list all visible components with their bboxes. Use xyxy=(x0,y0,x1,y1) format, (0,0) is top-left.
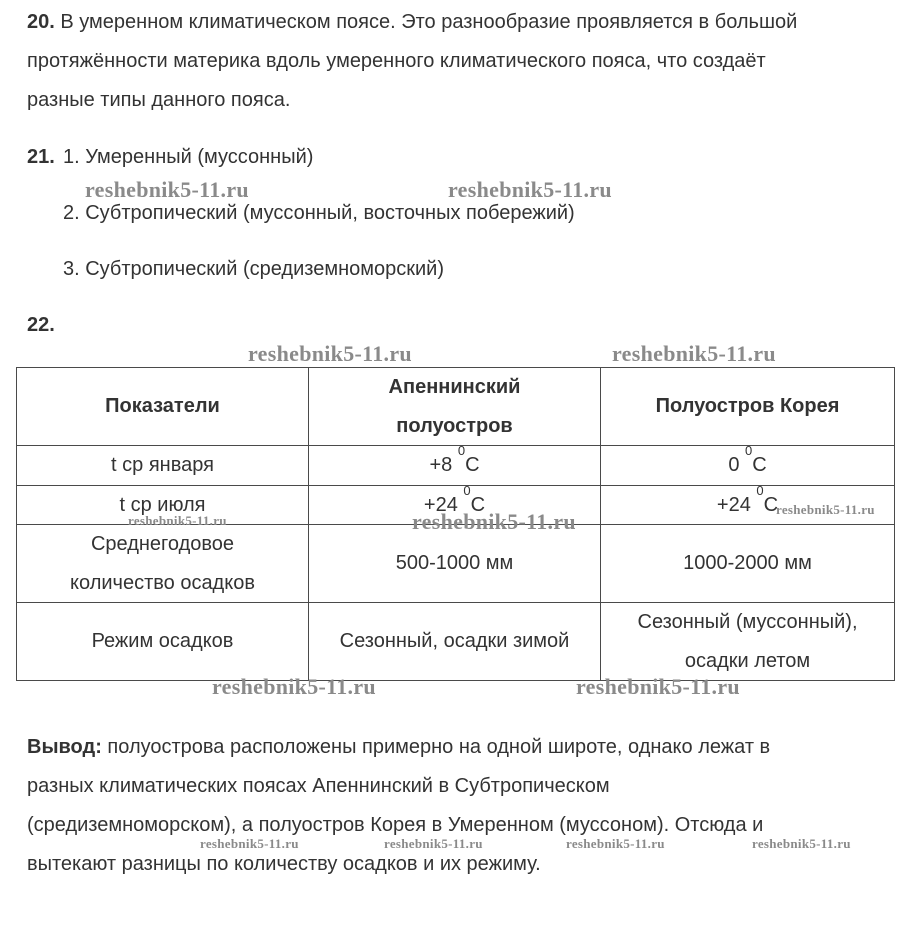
answer-20 xyxy=(27,3,887,119)
conclusion-line-2: разных климатических поясах Апеннинский в Субтропическом xyxy=(27,775,610,797)
conclusion xyxy=(27,728,887,884)
answer-21-item-3: 3. Субтропический (средиземноморский) xyxy=(63,258,445,280)
watermark: reshebnik5-11.ru xyxy=(412,509,576,534)
row-label: Среднегодовое количество осадков xyxy=(17,525,309,603)
answer-20-number: 20. xyxy=(27,11,55,33)
row-label: Режим осадков xyxy=(17,603,309,681)
korea-value: +24 $^0$C xyxy=(601,485,895,525)
answer-20-line-1: 20. В умеренном климатическом поясе. Это разнообразие проявляется в большой xyxy=(27,11,798,33)
watermark: reshebnik5-11.ru xyxy=(384,836,483,851)
header-indicators: Показатели xyxy=(17,368,309,446)
answer-20-line-3: разные типы данного пояса. xyxy=(27,89,291,111)
table-row xyxy=(17,446,895,486)
korea-value: Сезонный (муссонный), осадки летом xyxy=(601,603,895,681)
watermark: reshebnik5-11.ru xyxy=(576,674,740,699)
conclusion-line-3: (средиземноморском), а полуостров Корея в Умеренном (муссоном). Отсюда и xyxy=(27,814,764,836)
answer-20-line-2: протяжённости материка вдоль умеренного климатического пояса, что создаёт xyxy=(27,50,766,72)
conclusion-label: Вывод: xyxy=(27,736,102,758)
answer-22-number: 22. xyxy=(27,314,55,336)
conclusion-line-1: Вывод: полуострова расположены примерно на одной широте, однако лежат в xyxy=(27,736,771,758)
watermark: reshebnik5-11.ru xyxy=(85,177,249,202)
answer-21-item-1: 1. Умеренный (муссонный) xyxy=(63,146,314,168)
header-korea: Полуостров Корея xyxy=(601,368,895,446)
watermark: reshebnik5-11.ru xyxy=(752,836,851,851)
answer-21-number: 21. xyxy=(27,146,55,168)
korea-value: 1000-2000 мм xyxy=(601,525,895,603)
row-label: t ср января xyxy=(17,446,309,486)
row-label: t ср июля xyxy=(17,485,309,525)
apennine-value: Сезонный, осадки зимой xyxy=(309,603,601,681)
watermark: reshebnik5-11.ru xyxy=(448,177,612,202)
korea-value: 0 $^0$C xyxy=(601,446,895,486)
watermark: reshebnik5-11.ru xyxy=(566,836,665,851)
watermark: reshebnik5-11.ru xyxy=(612,341,776,366)
watermark: reshebnik5-11.ru xyxy=(212,674,376,699)
apennine-value: 500-1000 мм xyxy=(309,525,601,603)
header-apennine: Апеннинский полуостров xyxy=(309,368,601,446)
answer-21-item-2: 2. Субтропический (муссонный, восточных побережий) xyxy=(63,202,575,224)
table-header-row xyxy=(17,368,895,446)
apennine-value: +8 $^0$C xyxy=(309,446,601,486)
apennine-value: +24 $^0$C xyxy=(309,485,601,525)
table-row xyxy=(17,603,895,681)
watermark: reshebnik5-11.ru xyxy=(776,502,875,517)
watermark: reshebnik5-11.ru xyxy=(248,341,412,366)
table-row xyxy=(17,525,895,603)
watermark: reshebnik5-11.ru xyxy=(200,836,299,851)
conclusion-line-4: вытекают разницы по количеству осадков и их режиму. xyxy=(27,853,541,875)
watermark: reshebnik5-11.ru xyxy=(128,513,227,528)
